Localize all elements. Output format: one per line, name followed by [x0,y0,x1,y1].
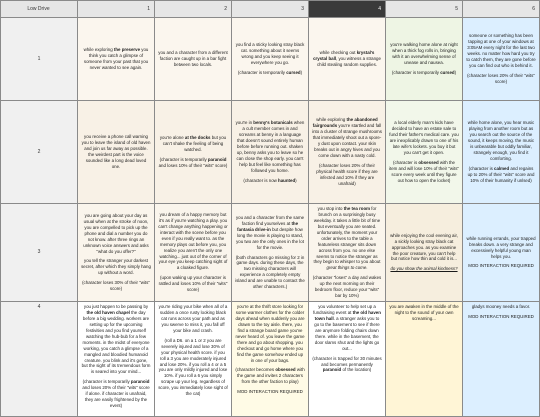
row-header-4[interactable]: 4 [1,302,78,417]
event-cell[interactable] [386,204,463,302]
cell-text: the old haven chapel [86,310,130,315]
cell-paragraph [466,166,536,184]
cell-text: you are awaken in the middle of the night to the sound of your own screaming... [389,304,459,321]
cell-text: you're alone [159,135,185,141]
corner-header-cell: Low Drive [1,1,78,18]
cell-text: the tea room [343,206,371,211]
cell-text: (both characters go missing for 2 in game days. during these days, the two missing characters will experience a completely empty island and are unable to contact the other characters.) [235,254,305,290]
cell-text: paranoid [130,379,150,385]
event-cell[interactable] [232,204,309,302]
cell-text: obsessed [418,159,439,165]
column-header-5[interactable]: 5 [386,1,463,18]
cell-paragraph [158,338,228,397]
event-cell[interactable] [463,302,540,417]
cell-text: (character becomes [235,367,276,373]
cell-text: paranoid [207,156,227,162]
cell-text: the abandoned fairgrounds [312,117,378,129]
cell-text: while exploring [316,117,347,123]
cell-text: paranoid [322,367,342,373]
cell-text: you dream of a happy memory but it's as if you're watching a play. you can't change anything happening or interact with the scene before you even if you really want to. as the memory plays out before you, you realize you aren't the only one watching... just out of the corner of your eye you keep catching sight of a cloaked figure. [158,211,228,271]
cell-text: (character loses 30% of their "wits" score) [82,280,150,292]
event-cell[interactable] [309,204,386,302]
cell-text: of the location) [341,367,372,373]
cell-text: (character is temporarily [237,69,287,75]
cell-text: you're in [235,120,254,126]
cell-paragraph [312,356,382,374]
cell-text: benny's botanicals [253,120,293,126]
cell-paragraph [235,389,305,395]
cell-text: cursed [440,69,455,75]
cell-text: krystal's crystal ball [313,50,375,62]
cell-paragraph [389,304,459,322]
event-cell[interactable] [386,302,463,417]
cell-paragraph [235,70,305,76]
cell-text: while checking out [319,50,357,56]
cell-paragraph [389,233,459,263]
cell-paragraph [312,304,382,352]
cell-text: when a cult member comes in and screams at benny in a language that doesn't sound entirely human before before running out. shaken up, benny asks you to leave so he can close the shop early. you can't help but feel like something has followed you home. [236,120,305,173]
cell-text: while enjoying the cool evening air, a sickly looking stray black cat approaches you. as you examine the poor creature, you can't help but notice how thin and cold it is... [390,232,458,262]
column-header-4[interactable]: 4 [309,1,386,18]
cell-text: and loses 20% of their "wits" score if alone. if character is unafraid, they are easily frightened by the event) [82,385,150,409]
cell-text: you're walking home alone at night when a thick fog rolls in, bringing with it an overwhelming sense of unease and nausea. [390,42,458,65]
cell-text: you find a sticky looking stray black cat. something about it seems wrong and you keep seeing it everywhere you go. [235,42,305,65]
cell-paragraph [466,73,536,85]
cell-text: while running errands, your trapped breaks down. a very strange and excessively helpful young man helps you. [466,235,536,259]
cell-text: while home alone, you hear music playing from another room but as you search out the source of the sound, it keeps moving. the music is unbearable but oddly familiar, strangely enough, you find it comforting. [467,120,535,161]
cell-text: you're startled and fall into a cluster of strange mushrooms that immediately shoot out a spore-y dust upon contact. your skin breaks out in angry hives and you come down with a nasty cold. [312,123,382,158]
cell-text: haunted [278,177,296,183]
cell-text: and loses 10% of their "wits" score) [158,162,228,168]
cell-text: ) [300,69,303,75]
cell-text: (character "loses" a day and wakes up the next morning on their bedroom floor, reduce your "wits" bar by 10%) [312,275,382,299]
cell-paragraph [466,263,536,269]
cell-text: calmed [494,165,510,171]
cell-paragraph [81,134,151,170]
event-cell[interactable] [232,18,309,101]
event-cell[interactable] [155,101,232,204]
cell-text: (upon waking up your character is rattled and loses 10% of their "wits" score) [158,275,228,293]
cell-text: you volunteer to help set up a fundraising event at [313,304,376,315]
cell-text: ) [454,69,457,75]
cell-text: you just happen to be passing by [83,304,149,310]
cell-paragraph [312,50,382,68]
cell-paragraph [389,160,459,184]
cell-text: (character is temporarily [82,379,131,385]
cell-text: (character loses 20% of their physical health score if they are infected and 10% if they are unafraid) [316,162,378,186]
cell-text: the preserve [113,47,141,53]
cell-text: at the docks [184,135,211,141]
cell-text: for brunch on a surprisingly busy weekday. it takes a little bit of time but eventually you are seated. unfortunately, the moment your order arrives to the table a featureless stranger sits down across from you. no one else seems to notice the stranger as they begin to whisper to you about [313,206,381,265]
event-cell[interactable] [309,101,386,204]
cell-paragraph [466,314,536,320]
event-cell[interactable] [309,302,386,417]
column-header-2[interactable]: 2 [155,1,232,18]
cell-paragraph [389,70,459,76]
cell-text: you and a character from a different faction are caught up in a bar fight between two locals. [158,50,228,67]
cell-paragraph [389,120,459,156]
cell-text: you stop into [317,206,344,211]
cell-paragraph [235,178,305,184]
cell-text: you and a character from the same faction find yourselves at [235,214,305,226]
cell-text: the fantasia drive-in [237,220,299,232]
event-cell[interactable] [232,302,309,417]
cell-text: . [366,265,368,271]
row-header-1[interactable]: 1 [1,18,78,101]
cell-text: , you witness a strange child stealing random supplies. [316,56,381,67]
cell-paragraph [389,42,459,66]
cell-paragraph [235,120,305,173]
cell-text: MOD INTERACTION REQUIRED [468,263,534,269]
event-cell[interactable] [155,204,232,302]
event-cell[interactable] [232,101,309,204]
event-cell[interactable] [463,204,540,302]
event-cell[interactable] [155,302,232,417]
cell-text: you're at the thrift store looking for some warmer clothes for the colder days ahead when suddenly you are drawn to the toy aisle. there, you find a strange board game you've never heard of. you leave the game there and go about shopping. you checkout and go home where you find the game somehow ended up in one of your bags. [235,304,305,363]
cell-paragraph [158,135,228,153]
cell-text: with the item and will lose 10% of their "wits" score every week until they figure out how to open the locket) [389,159,459,183]
cell-paragraph [312,275,382,299]
event-cell[interactable] [386,101,463,204]
cell-paragraph [466,33,536,69]
cell-text: (character is temporarily [159,156,208,162]
cell-paragraph [235,42,305,66]
cell-text: while exploring [83,47,114,53]
table-row [1,302,540,417]
cell-paragraph [158,212,228,271]
cell-paragraph [312,163,382,187]
cell-paragraph [466,236,536,260]
cell-paragraph [158,275,228,293]
event-cell[interactable] [463,18,540,101]
table-row [1,101,540,204]
cell-text: MOD INTERACTION REQUIRED [237,389,303,395]
event-cell[interactable] [309,18,386,101]
cell-text: you're riding your bike when all of a sudden a once rusty looking black cat runs across your path and as you swerve to miss it, you fall off your bike and crash. [158,304,228,333]
cell-text: (character is [468,165,495,171]
cell-text: . a stranger asks you to go to the basement to see if there are anymore folding chairs down there. while in the basement, the door slams shut and the lights go out... [314,315,380,351]
cell-text: you tell the stranger your darkest secret, after which they simply hang up without a word. [81,258,151,276]
cell-text: you receive a phone call warning you to leave the island of old haven and join us far away as possible. the weirdest part is the voice sounded like a long dead loved one. [81,134,151,169]
event-cell[interactable] [386,18,463,101]
cell-text: a local elderly man's kids have decided to have an estate sale to fund their father's medical care. you are inexplicably drawn to one of his late wife's lockets. you buy it but you can't get it open. [389,120,459,155]
cell-text: the old haven town hall [314,310,381,321]
column-header-3[interactable]: 3 [232,1,309,18]
cell-text: someone or something has been tapping at one of your windows at 3:05AM every night for the last two weeks. no matter how hard you try to catch them, they are gone before you can find out who is behind it. [466,33,536,68]
cell-text: but you can't shake the feeling of being watched. [162,135,227,153]
cell-text: but despite how long the movie is playing to stand, you two are the only ones in the lot for the movie. [236,226,304,250]
event-cell[interactable] [78,302,155,417]
cell-text: gladys mooney needs a favor. [471,304,531,310]
cell-text: obsessed [275,367,296,373]
cell-paragraph [466,304,536,310]
cell-paragraph [81,280,151,292]
event-cell[interactable] [78,204,155,302]
cell-paragraph [235,367,305,385]
cell-paragraph [81,304,151,375]
cell-paragraph [158,304,228,334]
cell-text: (character is trapped for 30 minutes and becomes permanently [312,355,382,367]
cell-paragraph [81,258,151,276]
cell-text: and regains up to 20% of their "wits" score and 10% of their humanity if unlsed) [467,165,535,183]
table-row [1,18,540,101]
event-cell[interactable] [463,101,540,204]
cell-text: you are going about your day as usual when at the stroke of noon, you are compelled to pick up the phone and dial a number you do not know. after three rings an unknown voice answers and asks "what do you offer?" [83,212,149,254]
event-cell[interactable] [155,18,232,101]
cell-text: do you show the animal kindness? [390,266,458,272]
cell-text: (character is now [243,177,279,183]
cell-paragraph [312,206,382,271]
cell-text: with the game and invites 2 characters from the other faction to play) [237,367,305,385]
cell-text: ) [295,177,297,183]
cell-text: you think you catch a glimpse of someone from your past that you never wanted to see again. [83,47,149,70]
cell-text: great things to come [326,265,367,271]
cell-text: (character is temporarily [391,69,441,75]
cell-paragraph [389,266,459,272]
cell-paragraph [235,215,305,251]
cell-paragraph [466,120,536,162]
cell-paragraph [158,50,228,68]
cell-paragraph [235,255,305,291]
cell-paragraph [81,213,151,255]
cell-paragraph [235,304,305,363]
event-cell[interactable] [78,18,155,101]
column-header-1[interactable]: 1 [78,1,155,18]
cell-text: (character is [393,159,419,165]
cell-text: (character loses 20% of their "wits" score) [467,72,535,84]
row-header-2[interactable]: 2 [1,101,78,204]
event-cell[interactable] [78,101,155,204]
column-header-row [1,1,540,18]
cell-paragraph [312,117,382,159]
cell-text: the day before a big wedding. workers are setting up for the upcoming festivities and you find yourself watching the hub-bub for a few moments. in the midst of everyone working, you catch a glimpse of a mangled and bloodied humanoid creature. you blink and it's gone, but the sight of its tremendous form is seared into your mind... [81,310,151,375]
cell-text: cursed [286,69,301,75]
row-header-3[interactable]: 3 [1,204,78,302]
cell-text: (roll a D6. on a 1 or 2 you are severely injured and lose 30% of your physical health score. if you roll a 3 you are moderately injured and lose 20%. if you roll a 4 or a 5 you are only mildly injured and lose 10%. if you roll a 6 you simply scrape up your leg. regardless of score, you immediately lose sight of the cat) [158,337,228,397]
cell-paragraph [81,47,151,71]
column-header-6[interactable]: 6 [463,1,540,18]
table-row [1,204,540,302]
cell-text: MOD INTERACTION REQUIRED [468,314,534,319]
cell-paragraph [158,157,228,169]
